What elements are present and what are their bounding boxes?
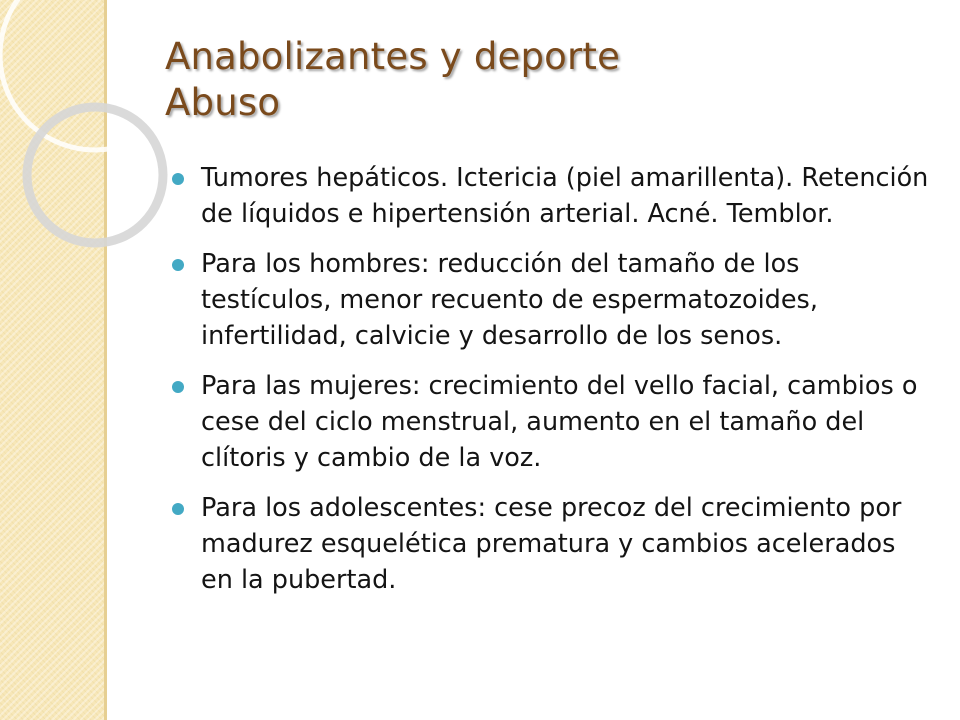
bullet-dot-icon <box>172 381 184 393</box>
title-line-1: Anabolizantes y deporte <box>165 35 621 78</box>
bullet-dot-icon <box>172 503 184 515</box>
bullet-item <box>170 160 930 232</box>
bullet-text: Para los adolescentes: cese precoz del crecimiento por madurez esquelética prematura y cambios acelerados en la pubertad. <box>201 493 902 595</box>
bullet-item <box>170 490 930 598</box>
bullet-text: Tumores hepáticos. Ictericia (piel amarillenta). Retención de líquidos e hipertensión arterial. Acné. Temblor. <box>201 163 929 229</box>
bullet-list <box>170 160 930 612</box>
bullet-text: Para las mujeres: crecimiento del vello facial, cambios o cese del ciclo menstrual, aumento en el tamaño del clítoris y cambio de la voz. <box>201 371 918 473</box>
title-line-2: Abuso <box>165 81 281 124</box>
slide-title <box>165 34 620 126</box>
bullet-dot-icon <box>172 259 184 271</box>
bullet-item <box>170 368 930 476</box>
bullet-dot-icon <box>172 173 184 185</box>
bullet-text: Para los hombres: reducción del tamaño de los testículos, menor recuento de espermatozoides, infertilidad, calvicie y desarrollo de los senos. <box>201 249 818 351</box>
bullet-item <box>170 246 930 354</box>
